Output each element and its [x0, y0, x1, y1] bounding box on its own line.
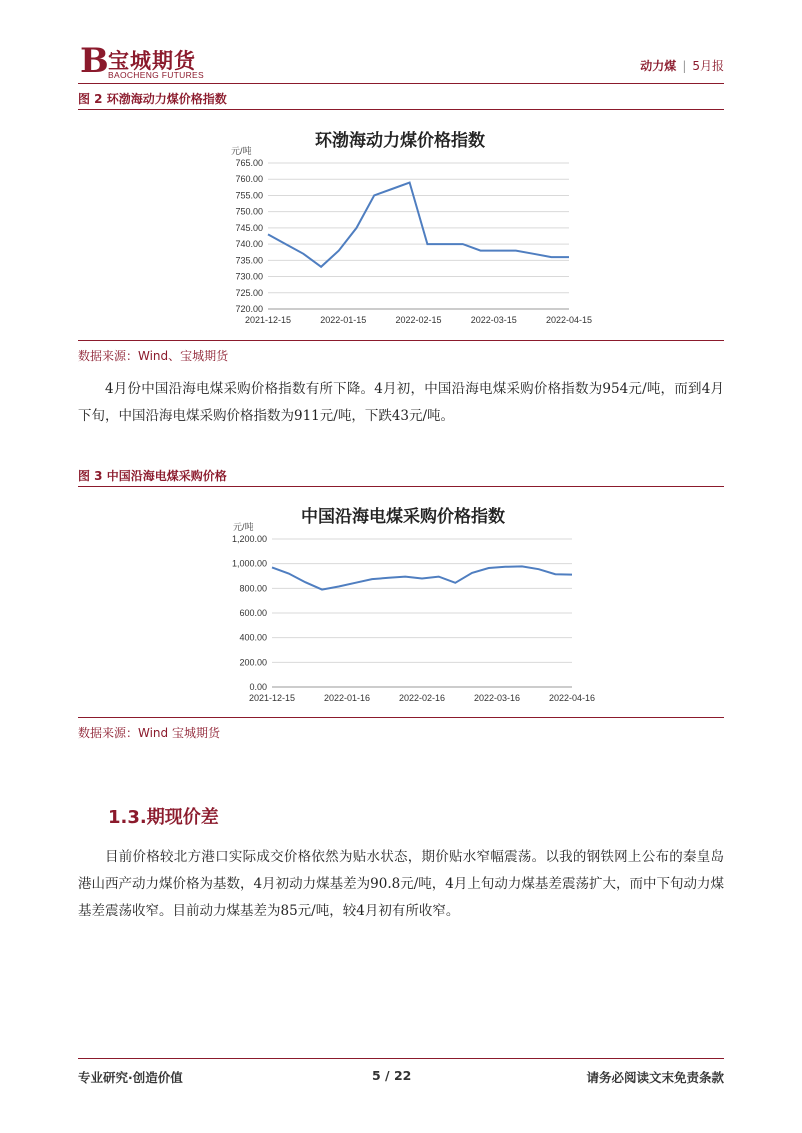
- x-tick-label: 2022-04-16: [548, 693, 596, 703]
- y-tick-label: 400.00: [239, 632, 267, 643]
- chart2-y-axis-label: 元/吨: [233, 522, 254, 532]
- chart1-x-ticks: [245, 315, 592, 325]
- chart2-y-ticks: [232, 534, 267, 692]
- brand-name-cn: 宝城期货: [108, 48, 196, 73]
- header-separator: |: [682, 59, 687, 73]
- y-tick-label: 745.00: [235, 222, 263, 233]
- report-type: 动力煤: [640, 59, 677, 73]
- header-divider: [78, 83, 724, 84]
- x-tick-label: 2022-02-16: [398, 693, 446, 703]
- y-tick-label: 200.00: [239, 657, 267, 668]
- figure2-source: 数据来源：Wind、宝城期货: [78, 349, 229, 363]
- x-tick-label: 2022-04-15: [545, 315, 593, 325]
- y-tick-label: 750.00: [235, 206, 263, 217]
- x-tick-label: 2022-01-15: [320, 315, 367, 325]
- figure3-top-divider: [78, 486, 724, 487]
- paragraph-coastal-index: [78, 376, 724, 430]
- footer-divider: [78, 1058, 724, 1059]
- chart2-gridlines: [272, 539, 572, 662]
- figure3-source: 数据来源：Wind 宝城期货: [78, 726, 220, 740]
- chart2-series-line: [272, 566, 572, 589]
- chart1-y-ticks: [235, 158, 263, 314]
- y-tick-label: 720.00: [235, 304, 263, 314]
- figure3-label: 图 3 中国沿海电煤采购价格: [78, 469, 227, 483]
- chart1-y-axis-label: 元/吨: [231, 146, 252, 156]
- footer-slogan: 专业研究·创造价值: [78, 1070, 183, 1085]
- x-tick-label: 2021-12-15: [248, 693, 296, 703]
- y-tick-label: 600.00: [239, 608, 267, 618]
- y-tick-label: 730.00: [235, 271, 263, 282]
- y-tick-label: 735.00: [235, 255, 263, 266]
- figure2-top-divider: [78, 109, 724, 110]
- chart-bohai-coal-index: [200, 112, 600, 332]
- brand-logo-icon: B: [80, 41, 109, 81]
- brand-name-en: BAOCHENG FUTURES: [108, 70, 204, 80]
- section-heading: 1.3.期现价差: [108, 807, 219, 828]
- y-tick-label: 765.00: [235, 158, 263, 168]
- y-tick-label: 755.00: [235, 190, 263, 201]
- paragraph1-text: 4月份中国沿海电煤采购价格指数有所下降。4月初，中国沿海电煤采购价格指数为954元/吨，而到4月下旬，中国沿海电煤采购价格指数为911元/吨，下跌43元/吨。: [78, 381, 724, 424]
- y-tick-label: 760.00: [235, 174, 263, 185]
- report-period: 5月报: [692, 59, 724, 73]
- x-tick-label: 2022-02-15: [395, 315, 442, 325]
- y-tick-label: 740.00: [235, 239, 263, 250]
- page-number: 5 / 22: [372, 1068, 412, 1083]
- y-tick-label: 0.00: [249, 682, 267, 692]
- section-paragraph-text: 目前价格较北方港口实际成交价格依然为贴水状态，期价贴水窄幅震荡。以我的钢铁网上公布的秦皇岛港山西产动力煤价格为基数，4月初动力煤基差为90.8元/吨，4月上旬动力煤基差震荡扩大，而中下旬动力煤基差震荡收窄。目前动力煤基差为85元/吨，较4月初有所收窄。: [78, 849, 724, 919]
- report-tag: [640, 57, 724, 74]
- y-tick-label: 725.00: [235, 287, 263, 298]
- chart2-x-ticks: [249, 693, 595, 703]
- chart1-title: 环渤海动力煤价格指数: [315, 131, 485, 150]
- y-tick-label: 1,200.00: [231, 534, 267, 544]
- x-tick-label: 2022-03-15: [470, 315, 517, 325]
- paragraph-basis: [78, 844, 724, 925]
- figure2-label: 图 2 环渤海动力煤价格指数: [78, 92, 227, 106]
- chart-coastal-purchase-index: [200, 490, 600, 710]
- chart1-gridlines: [268, 163, 569, 293]
- y-tick-label: 1,000.00: [231, 558, 267, 569]
- figure3-bottom-divider: [78, 717, 724, 718]
- figure2-bottom-divider: [78, 340, 724, 341]
- x-tick-label: 2022-03-16: [473, 693, 521, 703]
- x-tick-label: 2021-12-15: [244, 315, 292, 325]
- chart2-title: 中国沿海电煤采购价格指数: [301, 507, 505, 526]
- y-tick-label: 800.00: [239, 583, 267, 594]
- footer-disclaimer-note: 请务必阅读文末免责条款: [586, 1070, 724, 1085]
- x-tick-label: 2022-01-16: [323, 693, 371, 703]
